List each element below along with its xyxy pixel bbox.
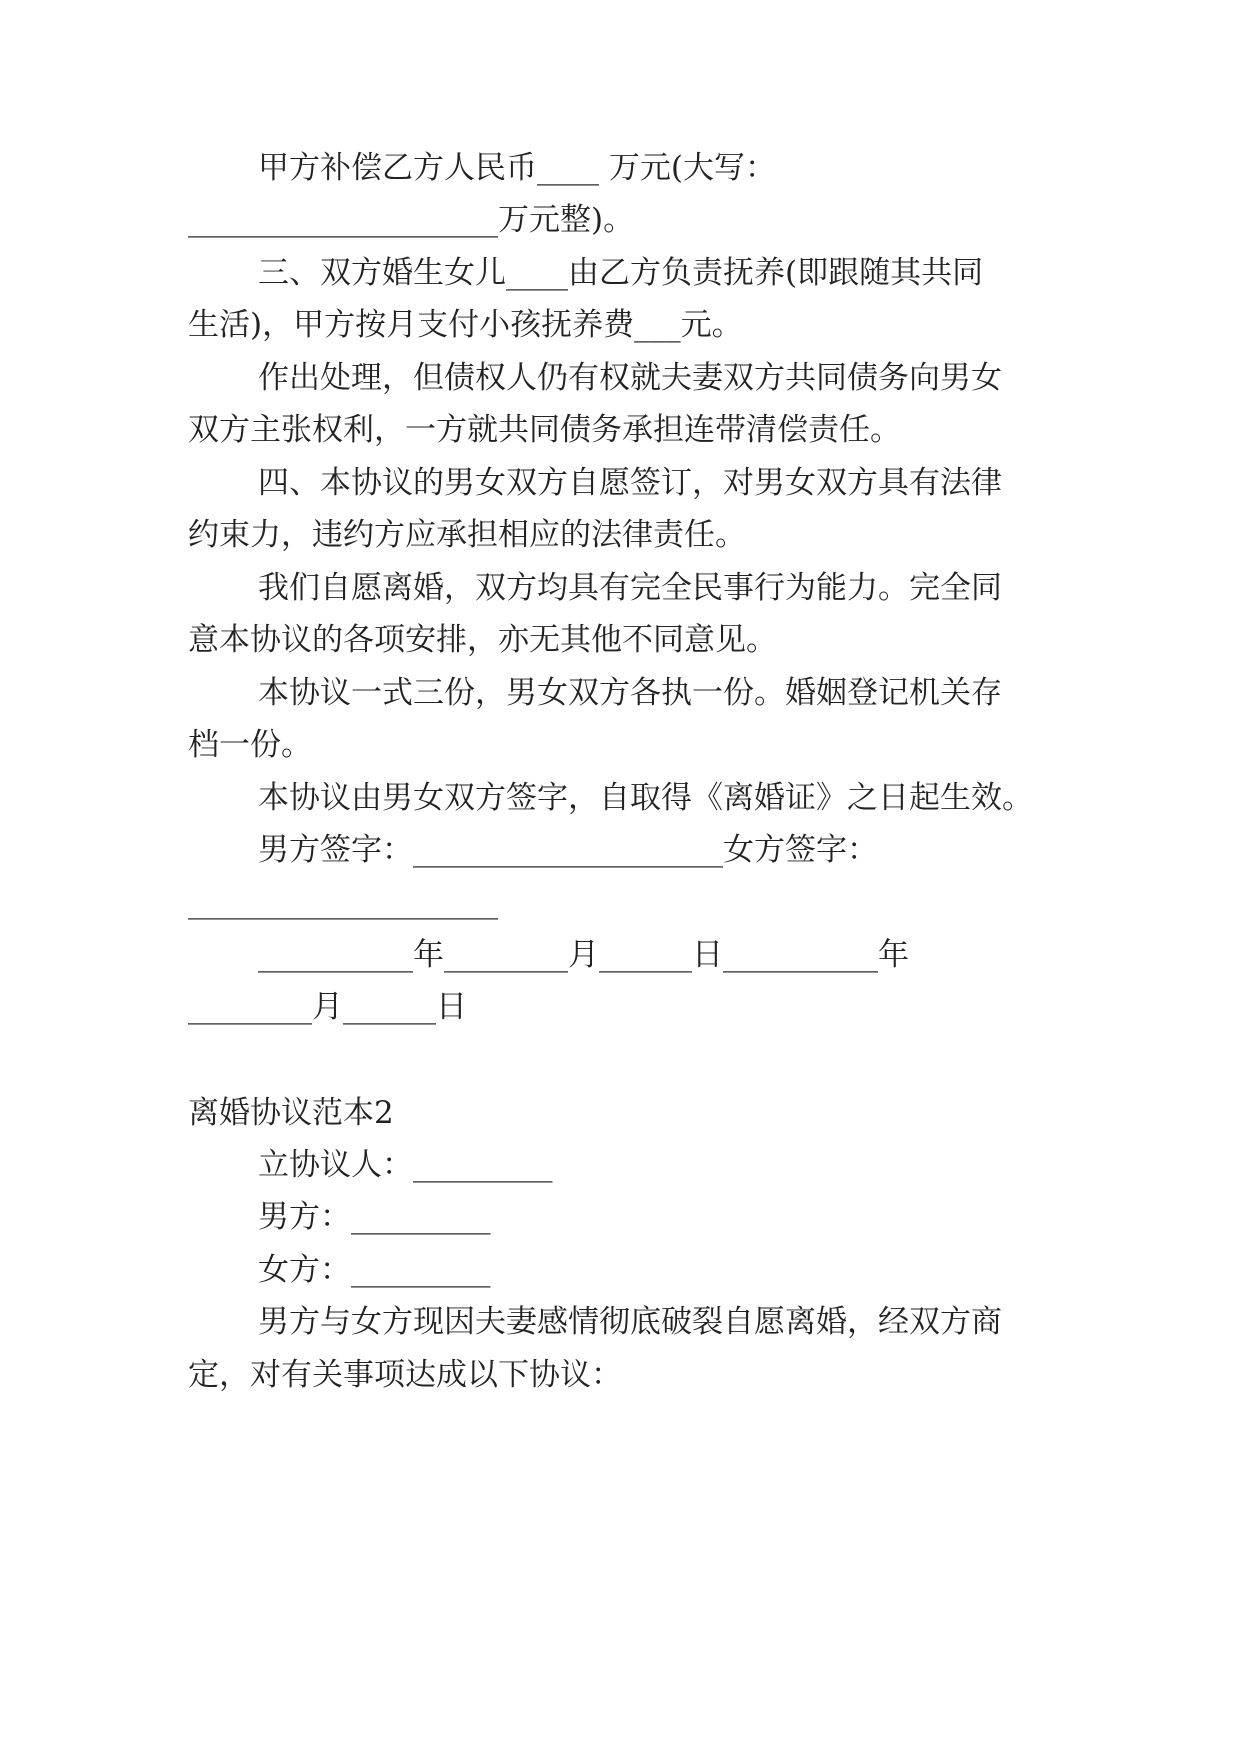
paragraph-line: 意本协议的各项安排，亦无其他不同意见。 (188, 622, 777, 658)
paragraph-line: 本协议由男女双方签字，自取得《离婚证》之日起生效。 (258, 780, 1033, 816)
paragraph-line: 定，对有关事项达成以下协议： (188, 1357, 622, 1393)
paragraph-line: 甲方补偿乙方人民币____ 万元(大写： (258, 150, 776, 186)
paragraph-line: 作出处理，但债权人仍有权就夫妻双方共同债务向男女 (258, 360, 1002, 396)
date-line: ________月______日 (188, 989, 467, 1025)
paragraph-line: ____________________万元整)。 (188, 202, 635, 238)
paragraph-line: 约束力，违约方应承担相应的法律责任。 (188, 517, 746, 553)
paragraph-line: 生活)，甲方按月支付小孩抚养费___元。 (188, 307, 743, 343)
paragraph-line: 我们自愿离婚，双方均具有完全民事行为能力。完全同 (258, 570, 1002, 606)
paragraph-line: 双方主张权利，一方就共同债务承担连带清偿责任。 (188, 412, 901, 448)
party-line: 男方：_________ (258, 1199, 491, 1235)
paragraph-line: 男方与女方现因夫妻感情彻底破裂自愿离婚，经双方商 (258, 1304, 1002, 1340)
date-line: __________年________月______日__________年 (258, 937, 909, 973)
paragraph-line: 四、本协议的男女双方自愿签订，对男女双方具有法律 (258, 465, 1002, 501)
signature-blank-line: ____________________ (188, 884, 498, 920)
signature-line: 男方签字：____________________女方签字： (258, 832, 878, 868)
paragraph-line: 本协议一式三份，男女双方各执一份。婚姻登记机关存 (258, 675, 1002, 711)
paragraph-line: 三、双方婚生女儿____由乙方负责抚养(即跟随其共同 (258, 255, 984, 291)
section-title: 离婚协议范本2 (188, 1095, 394, 1131)
party-line: 女方：_________ (258, 1252, 491, 1288)
party-line: 立协议人：_________ (258, 1147, 553, 1183)
paragraph-line: 档一份。 (188, 727, 312, 763)
